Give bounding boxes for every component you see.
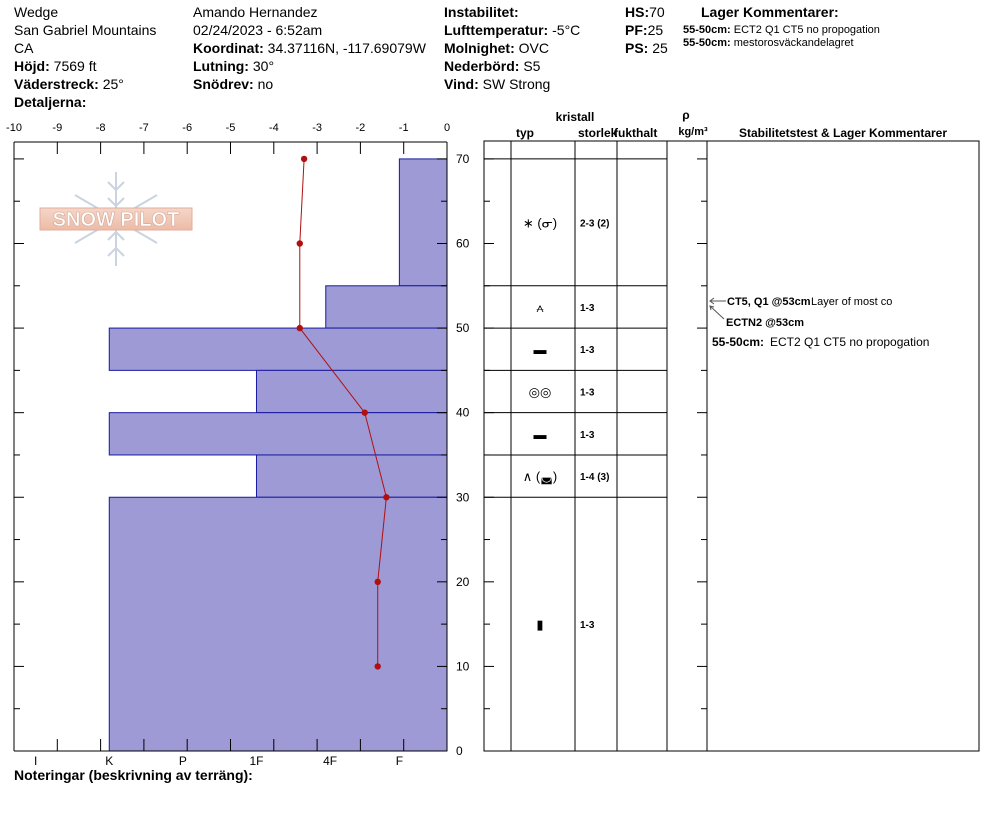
hardness-label: 1F (249, 754, 264, 768)
air-temperature-label: Lufttemperatur: (444, 22, 549, 38)
aspect-value: 25° (102, 76, 124, 92)
location-name: Wedge (14, 4, 59, 20)
grain-type: ⩜ (536, 299, 544, 315)
temperature-point (375, 663, 381, 669)
stability-test-label: ECTN2 @53cm (726, 317, 804, 329)
grain-size: 1-3 (580, 302, 595, 314)
grain-type: ◎◎ (528, 384, 552, 400)
pf-value: 25 (647, 22, 664, 38)
stability-test-comment: Layer of most co (811, 296, 893, 308)
hardness-label: 4F (323, 754, 338, 768)
sky-cover-label: Molnighet: (444, 40, 515, 56)
grain-size: 1-4 (3) (580, 472, 610, 484)
layer-comment-text: ECT2 Q1 CT5 no propogation (733, 24, 880, 36)
hardness-bar (109, 328, 447, 370)
temperature-point (362, 409, 368, 415)
hardness-label: P (178, 754, 187, 768)
hardness-bar (109, 413, 447, 455)
x-tick-label: -2 (355, 122, 366, 134)
grain-size: 1-3 (580, 429, 595, 441)
grain-type: ∗ (ᓂ) (522, 215, 558, 231)
stability-comment-text: ECT2 Q1 CT5 no propogation (770, 335, 930, 349)
kristall-header: kristall (555, 110, 595, 124)
hardness-bar (256, 370, 447, 412)
x-tick-label: -3 (312, 122, 322, 134)
temperature-point (383, 494, 389, 500)
details-label: Detaljerna: (14, 94, 87, 110)
y-tick-label: 20 (456, 574, 470, 589)
stability-arrow-2 (710, 306, 724, 319)
grain-size: 1-3 (580, 345, 595, 357)
grain-size: 2-3 (2) (580, 218, 610, 230)
grain-size: 1-3 (580, 620, 595, 632)
y-tick-label: 60 (456, 236, 470, 251)
layer-comment-range: 55-50cm: (683, 37, 731, 49)
x-tick-label: -1 (398, 122, 409, 134)
grain-type: ▮ (536, 617, 544, 633)
snowpilot-logo (40, 172, 192, 266)
moisture-header: fukthalt (614, 126, 658, 140)
density-unit-header: kg/m³ (678, 126, 708, 138)
density-rho-header: ρ (682, 108, 690, 122)
slope-label: Lutning: (193, 58, 249, 74)
temperature-point (297, 325, 303, 331)
state: CA (14, 40, 34, 56)
size-header: storlek (578, 126, 618, 140)
layer-table (484, 141, 979, 751)
hardness-label: K (105, 754, 114, 768)
observation-datetime: 02/24/2023 - 6:52am (193, 22, 323, 38)
logo-text: SNOW PILOT (52, 209, 180, 231)
elevation-label: Höjd: (14, 58, 50, 74)
precipitation-value: S5 (523, 58, 541, 74)
x-tick-label: -6 (182, 122, 193, 134)
elevation-value: 7569 ft (53, 58, 97, 74)
y-tick-label: 30 (456, 490, 470, 505)
temperature-point (375, 579, 381, 585)
wind-label: Vind: (444, 76, 479, 92)
hardness-bar (326, 286, 447, 328)
y-tick-label: 50 (456, 321, 470, 336)
mountain-range: San Gabriel Mountains (14, 22, 157, 38)
coordinates-value: 34.37116N, -117.69079W (267, 40, 426, 56)
instability-label: Instabilitet: (444, 4, 519, 20)
hs-value: 70 (649, 4, 665, 20)
stability-test-annotations (710, 296, 929, 349)
stability-test-label: CT5, Q1 @53cm (727, 296, 811, 308)
hardness-bar (256, 455, 447, 497)
x-tick-label: -9 (52, 122, 63, 134)
stability-comment-range: 55-50cm: (712, 335, 765, 349)
coordinates-label: Koordinat: (193, 40, 264, 56)
grain-type: ▬ (533, 426, 547, 442)
air-temperature-value: -5°C (552, 22, 581, 38)
x-tick-label: -5 (225, 122, 236, 134)
type-header: typ (516, 126, 534, 140)
slope-value: 30° (252, 58, 275, 74)
terrain-notes-label: Noteringar (beskrivning av terräng): (14, 767, 253, 783)
grain-type: ∧ (◛) (522, 469, 558, 485)
temperature-point (301, 156, 307, 162)
grain-type: ▬ (533, 342, 547, 358)
precipitation-label: Nederbörd: (444, 58, 520, 74)
layer-comments-title: Lager Kommentarer: (701, 4, 839, 20)
x-tick-label: -8 (95, 122, 106, 134)
hs-label: HS: (625, 4, 650, 20)
x-tick-label: 0 (443, 122, 451, 134)
ps-value: 25 (652, 40, 668, 56)
observer-name: Amando Hernandez (193, 4, 318, 20)
pf-label: PF: (625, 22, 648, 38)
hardness-bar (399, 159, 447, 286)
y-tick-label: 10 (456, 659, 470, 674)
layer-comment-range: 55-50cm: (683, 24, 731, 36)
hardness-bar (109, 497, 447, 751)
hardness-label: F (395, 754, 404, 768)
y-tick-label: 40 (456, 405, 470, 420)
y-tick-label: 70 (456, 151, 470, 166)
y-tick-label: 0 (456, 744, 463, 758)
layer-comment-text: mestorosväckandelagret (733, 37, 854, 49)
x-tick-label: -10 (6, 122, 22, 134)
stability-header: Stabilitetstest & Lager Kommentarer (738, 126, 948, 140)
x-tick-label: -7 (139, 122, 149, 134)
sky-cover-value: OVC (518, 40, 549, 56)
aspect-label: Väderstreck: (14, 76, 99, 92)
temperature-point (297, 240, 303, 246)
hardness-label: I (33, 754, 38, 768)
x-tick-label: -4 (268, 122, 279, 134)
wind-value: SW Strong (482, 76, 551, 92)
drift-value: no (257, 76, 274, 92)
grain-size: 1-3 (580, 387, 595, 399)
drift-label: Snödrev: (193, 76, 254, 92)
ps-label: PS: (625, 40, 649, 56)
